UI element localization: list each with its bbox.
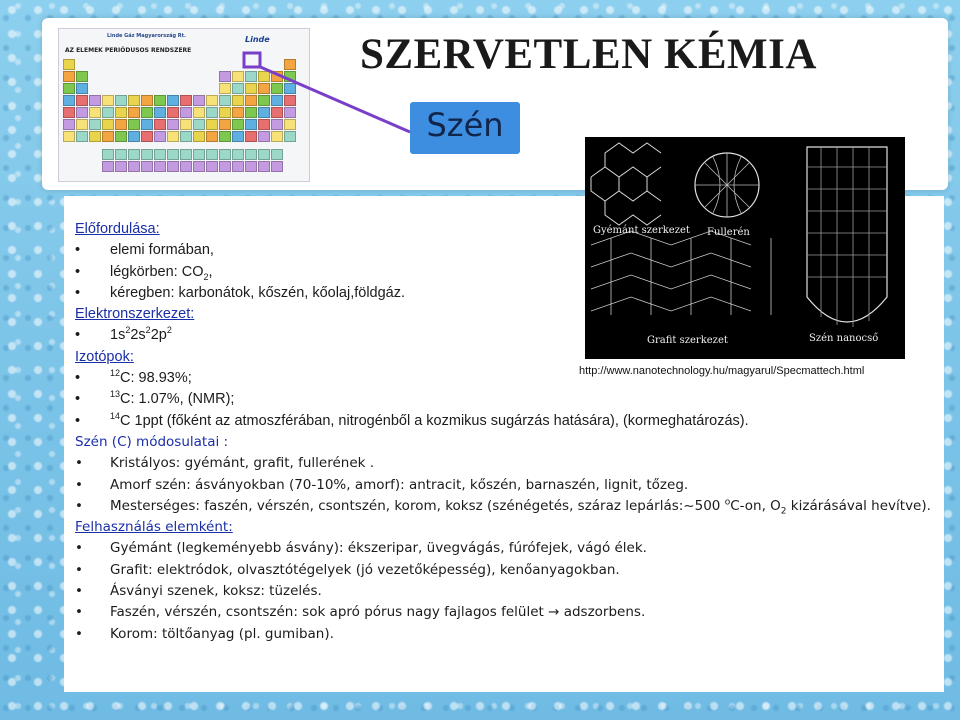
heading-uses: Felhasználás elemként: bbox=[75, 519, 233, 536]
periodic-table-org: Linde Gáz Magyarország Rt. bbox=[107, 33, 186, 39]
isotope-item bbox=[75, 368, 935, 389]
use-item: • Faszén, vérszén, csontszén: sok apró pórus nagy fajlagos felület → adszorbens. bbox=[75, 602, 935, 623]
electron-config-item bbox=[75, 325, 935, 346]
carbon-highlight-box bbox=[244, 53, 260, 67]
isotope-text: C: 98.93%; bbox=[120, 370, 192, 387]
heading-allotropes: Szén (C) módosulatai : bbox=[75, 433, 229, 450]
isotope-mass: 14 bbox=[110, 410, 121, 421]
use-item: • Korom: töltőanyag (pl. gumiban). bbox=[75, 624, 935, 645]
heading-occurrence: Előfordulása: bbox=[75, 221, 160, 237]
label-nanotube: Szén nanocső bbox=[809, 333, 879, 344]
label-diamond: Gyémánt szerkezet bbox=[593, 225, 690, 236]
config-2s-sup: 2 bbox=[145, 325, 151, 336]
label-graphite: Grafit szerkezet bbox=[647, 335, 728, 346]
periodic-table-title: AZ ELEMEK PERIÓDUSOS RENDSZERE bbox=[65, 47, 192, 54]
isotope-mass: 12 bbox=[110, 368, 121, 379]
occurrence-item: • elemi formában, bbox=[75, 240, 935, 261]
artificial-text-pre: Mesterséges: faszén, vérszén, csontszén, korom, koksz (szénégetés, száraz lepárlás:~500 bbox=[110, 497, 725, 514]
occurrence-item: • kéregben: karbonátok, kőszén, kőolaj,földgáz. bbox=[75, 283, 935, 304]
occurrence-co2: légkörben: CO bbox=[110, 263, 204, 280]
isotope-mass: 13 bbox=[110, 389, 121, 400]
degree-sup: o bbox=[724, 497, 731, 508]
config-2p-sup: 2 bbox=[166, 325, 172, 336]
co2-suffix: , bbox=[208, 263, 213, 280]
config-1s: 1s bbox=[110, 327, 126, 344]
config-1s-sup: 2 bbox=[125, 325, 131, 336]
config-2s: 2s bbox=[130, 327, 146, 344]
use-item: • Ásványi szenek, koksz: tüzelés. bbox=[75, 581, 935, 602]
subtitle-box bbox=[410, 102, 520, 154]
isotope-item bbox=[75, 411, 935, 432]
use-item: • Grafit: elektródok, olvasztótégelyek (jó vezetőképesség), kenőanyagokban. bbox=[75, 560, 935, 581]
config-2p: 2p bbox=[150, 327, 167, 344]
linde-logo: Linde bbox=[245, 35, 270, 44]
use-item: • Gyémánt (legkeményebb ásvány): ékszeripar, üvegvágás, fúrófejek, vágó élek. bbox=[75, 538, 935, 559]
page-title: SZERVETLEN KÉMIA bbox=[360, 31, 817, 78]
isotope-item bbox=[75, 389, 935, 410]
heading-isotopes: Izotópok: bbox=[75, 348, 134, 365]
artificial-text-post: kizárásával hevítve). bbox=[786, 497, 931, 514]
fullerene-structure bbox=[695, 153, 759, 217]
allotrope-item-artificial bbox=[75, 496, 935, 517]
occurrence-item bbox=[75, 262, 935, 283]
slide-content bbox=[75, 219, 935, 645]
isotope-text: C: 1.07%, (NMR); bbox=[120, 391, 235, 408]
heading-electron-config: Elektronszerkezet: bbox=[75, 306, 195, 323]
label-fullerene: Fullerén bbox=[707, 227, 750, 238]
allotrope-item: • Amorf szén: ásványokban (70-10%, amorf): antracit, kőszén, barnaszén, lignit, tőzeg. bbox=[75, 475, 935, 496]
artificial-text-mid: C-on, O bbox=[730, 497, 781, 514]
isotope-text: C 1ppt (főként az atmoszférában, nitrogénből a kozmikus sugárzás hatására), (kormeghatározás). bbox=[120, 412, 749, 429]
co2-subscript: 2 bbox=[203, 271, 209, 282]
diamond-structure bbox=[591, 143, 661, 225]
allotrope-item: • Kristályos: gyémánt, grafit, fullerének . bbox=[75, 453, 935, 474]
o2-subscript: 2 bbox=[780, 506, 787, 517]
figure-credit-url: http://www.nanotechnology.hu/magyarul/Specmattech.html bbox=[579, 365, 865, 377]
subtitle: Szén bbox=[426, 106, 504, 144]
